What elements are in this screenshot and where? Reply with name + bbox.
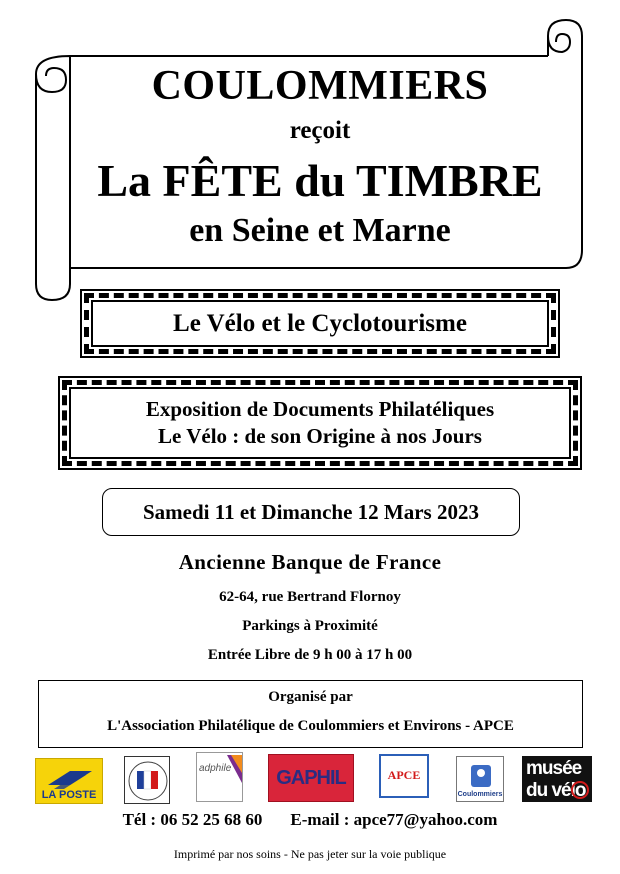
dates-text: Samedi 11 et Dimanche 12 Mars 2023 (143, 499, 479, 524)
contact-line (0, 810, 620, 830)
musee-du-velo-logo-icon (522, 756, 592, 802)
musee-text: musée du vélo (526, 758, 586, 801)
banner-region: en Seine et Marne (189, 212, 451, 249)
gaphil-logo-icon (268, 754, 354, 802)
exposition-line-2: Le Vélo : de son Origine à nos Jours (158, 424, 482, 448)
email-address[interactable]: E-mail : apce77@yahoo.com (290, 810, 498, 829)
print-notice: Imprimé par nos soins - Ne pas jeter sur la voie publique (173, 847, 447, 861)
opening-hours: Entrée Libre de 9 h 00 à 17 h 00 (207, 647, 413, 663)
banner-subtitle: reçoit (289, 117, 351, 144)
event-dates (102, 488, 520, 536)
venue-name: Ancienne Banque de France (178, 550, 442, 574)
gaphil-text: GAPHIL (276, 767, 346, 789)
theme-box (80, 289, 560, 358)
exposition-line-1: Exposition de Documents Philatéliques (145, 397, 495, 421)
banner-city: COULOMMIERS (151, 63, 489, 109)
adphile-text: adphile (199, 763, 232, 774)
venue-address: 62-64, rue Bertrand Flornoy (219, 589, 401, 605)
la-poste-logo-icon (35, 758, 103, 804)
adphile-logo-icon (196, 752, 243, 802)
organizer-name: L'Association Philatélique de Coulommiers et Environs - APCE (107, 718, 514, 734)
phone-number: Tél : 06 52 25 68 60 (122, 810, 263, 829)
organizer-box (38, 680, 583, 748)
ffap-federation-logo-icon (124, 756, 170, 804)
parking-info: Parkings à Proximité (242, 618, 378, 634)
exposition-box (58, 376, 582, 470)
la-poste-text: LA POSTE (41, 789, 97, 801)
theme-text: Le Vélo et le Cyclotourisme (173, 309, 467, 337)
coulommiers-city-logo-icon (456, 756, 504, 802)
apce-logo-icon (379, 754, 429, 798)
coulommiers-text: Coulommiers (457, 791, 503, 798)
apce-text: APCE (387, 768, 421, 782)
organizer-label: Organisé par (268, 689, 353, 705)
banner-event-title: La FÊTE du TIMBRE (97, 155, 543, 206)
